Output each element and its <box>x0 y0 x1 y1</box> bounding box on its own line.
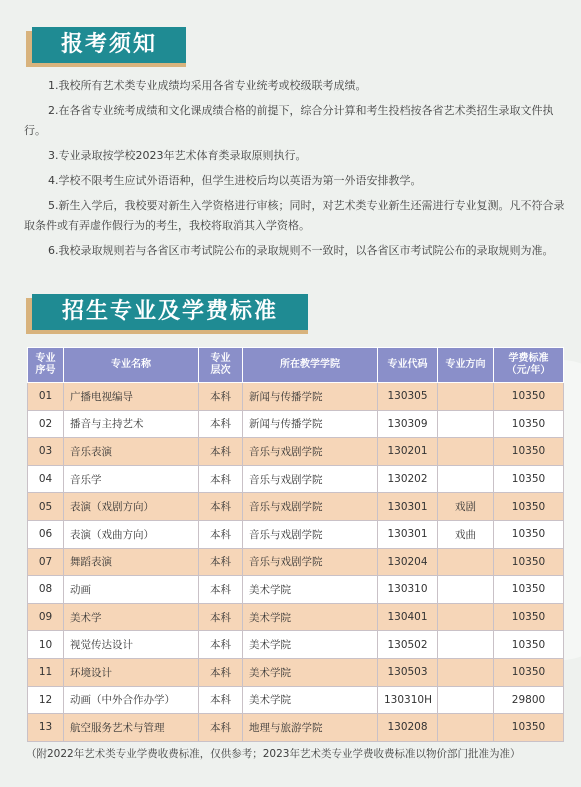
code-cell: 130401 <box>378 603 438 631</box>
code-cell: 130502 <box>378 631 438 659</box>
major-name-cell: 音乐学 <box>64 465 199 493</box>
section-title-notice <box>26 25 186 65</box>
major-name-cell: 动画 <box>64 576 199 604</box>
direction-cell <box>438 548 494 576</box>
major-name-cell: 表演（戏曲方向） <box>64 520 199 548</box>
code-cell: 130301 <box>378 493 438 521</box>
fee-cell: 10350 <box>494 410 564 438</box>
level-cell: 本科 <box>199 603 243 631</box>
major-name-cell: 表演（戏剧方向） <box>64 493 199 521</box>
college-cell: 音乐与戏剧学院 <box>243 520 378 548</box>
code-cell: 130204 <box>378 548 438 576</box>
table-row <box>28 603 564 631</box>
major-name-cell: 动画（中外合作办学） <box>64 686 199 714</box>
fee-cell: 29800 <box>494 686 564 714</box>
col-fee-header: 学费标准 （元/年） <box>494 348 564 383</box>
code-cell: 130301 <box>378 520 438 548</box>
direction-cell: 戏剧 <box>438 493 494 521</box>
code-cell: 130305 <box>378 383 438 411</box>
seq-cell: 11 <box>28 658 64 686</box>
college-cell: 地理与旅游学院 <box>243 714 378 742</box>
level-cell: 本科 <box>199 576 243 604</box>
col-direction-header: 专业方向 <box>438 348 494 383</box>
level-cell: 本科 <box>199 714 243 742</box>
table-row <box>28 465 564 493</box>
section-title-majors <box>26 292 308 332</box>
level-cell: 本科 <box>199 548 243 576</box>
college-cell: 美术学院 <box>243 658 378 686</box>
major-name-cell: 环境设计 <box>64 658 199 686</box>
major-name-cell: 音乐表演 <box>64 438 199 466</box>
major-name-cell: 美术学 <box>64 603 199 631</box>
major-name-cell: 视觉传达设计 <box>64 631 199 659</box>
col-major-header: 专业名称 <box>64 348 199 383</box>
college-cell: 美术学院 <box>243 631 378 659</box>
college-cell: 美术学院 <box>243 576 378 604</box>
table-row <box>28 631 564 659</box>
direction-cell <box>438 631 494 659</box>
notice-item: 2.在各省专业统考成绩和文化课成绩合格的前提下，综合分计算和考生投档按各省艺术类招生录取文件执行。 <box>24 104 554 137</box>
notice-item: 1.我校所有艺术类专业成绩均采用各省专业统考或校级联考成绩。 <box>48 79 367 92</box>
college-cell: 音乐与戏剧学院 <box>243 548 378 576</box>
level-cell: 本科 <box>199 658 243 686</box>
seq-cell: 05 <box>28 493 64 521</box>
seq-cell: 12 <box>28 686 64 714</box>
direction-cell <box>438 383 494 411</box>
direction-cell <box>438 686 494 714</box>
table-row <box>28 493 564 521</box>
fee-cell: 10350 <box>494 493 564 521</box>
major-name-cell: 舞蹈表演 <box>64 548 199 576</box>
level-cell: 本科 <box>199 383 243 411</box>
code-cell: 130201 <box>378 438 438 466</box>
table-row <box>28 686 564 714</box>
direction-cell <box>438 410 494 438</box>
fee-cell: 10350 <box>494 576 564 604</box>
table-header <box>28 348 564 383</box>
table-row <box>28 383 564 411</box>
code-cell: 130309 <box>378 410 438 438</box>
seq-cell: 07 <box>28 548 64 576</box>
major-name-cell: 广播电视编导 <box>64 383 199 411</box>
seq-cell: 08 <box>28 576 64 604</box>
majors-title: 招生专业及学费标准 <box>32 294 308 330</box>
table-row <box>28 714 564 742</box>
code-cell: 130202 <box>378 465 438 493</box>
level-cell: 本科 <box>199 493 243 521</box>
direction-cell <box>438 603 494 631</box>
table-row <box>28 520 564 548</box>
fee-cell: 10350 <box>494 438 564 466</box>
notice-item: 6.我校录取规则若与各省区市考试院公布的录取规则不一致时，以各省区市考试院公布的录取规则为准。 <box>48 244 554 257</box>
col-code-header: 专业代码 <box>378 348 438 383</box>
seq-cell: 03 <box>28 438 64 466</box>
direction-cell <box>438 465 494 493</box>
direction-cell <box>438 714 494 742</box>
level-cell: 本科 <box>199 686 243 714</box>
col-level-header: 专业 层次 <box>199 348 243 383</box>
level-cell: 本科 <box>199 465 243 493</box>
major-name-cell: 播音与主持艺术 <box>64 410 199 438</box>
notice-item: 4.学校不限考生应试外语语种，但学生进校后均以英语为第一外语安排教学。 <box>48 174 422 187</box>
fee-cell: 10350 <box>494 603 564 631</box>
direction-cell <box>438 658 494 686</box>
seq-cell: 04 <box>28 465 64 493</box>
major-name-cell: 航空服务艺术与管理 <box>64 714 199 742</box>
level-cell: 本科 <box>199 438 243 466</box>
table-body <box>28 383 564 742</box>
seq-cell: 13 <box>28 714 64 742</box>
majors-fee-table <box>27 347 564 742</box>
notice-list <box>24 76 566 266</box>
college-cell: 音乐与戏剧学院 <box>243 493 378 521</box>
code-cell: 130208 <box>378 714 438 742</box>
fee-cell: 10350 <box>494 548 564 576</box>
col-college-header: 所在教学学院 <box>243 348 378 383</box>
code-cell: 130503 <box>378 658 438 686</box>
seq-cell: 01 <box>28 383 64 411</box>
college-cell: 美术学院 <box>243 686 378 714</box>
fee-cell: 10350 <box>494 658 564 686</box>
level-cell: 本科 <box>199 410 243 438</box>
table-row <box>28 658 564 686</box>
fee-cell: 10350 <box>494 520 564 548</box>
college-cell: 美术学院 <box>243 603 378 631</box>
col-seq-header: 专业 序号 <box>28 348 64 383</box>
seq-cell: 10 <box>28 631 64 659</box>
table-row <box>28 548 564 576</box>
direction-cell <box>438 438 494 466</box>
notice-title: 报考须知 <box>32 27 186 63</box>
header-row <box>28 348 564 383</box>
notice-item: 5.新生入学后，我校要对新生入学资格进行审核；同时，对艺术类专业新生还需进行专业复测。凡不符合录取条件或有弄虚作假行为的考生，我校将取消其入学资格。 <box>24 199 565 232</box>
college-cell: 音乐与戏剧学院 <box>243 465 378 493</box>
college-cell: 新闻与传播学院 <box>243 410 378 438</box>
table-row <box>28 576 564 604</box>
notice-item: 3.专业录取按学校2023年艺术体育类录取原则执行。 <box>48 149 307 162</box>
fee-cell: 10350 <box>494 465 564 493</box>
table-row <box>28 410 564 438</box>
fee-cell: 10350 <box>494 631 564 659</box>
fee-cell: 10350 <box>494 383 564 411</box>
code-cell: 130310 <box>378 576 438 604</box>
seq-cell: 02 <box>28 410 64 438</box>
fee-cell: 10350 <box>494 714 564 742</box>
level-cell: 本科 <box>199 520 243 548</box>
code-cell: 130310H <box>378 686 438 714</box>
table-row <box>28 438 564 466</box>
level-cell: 本科 <box>199 631 243 659</box>
seq-cell: 09 <box>28 603 64 631</box>
seq-cell: 06 <box>28 520 64 548</box>
college-cell: 新闻与传播学院 <box>243 383 378 411</box>
direction-cell <box>438 576 494 604</box>
college-cell: 音乐与戏剧学院 <box>243 438 378 466</box>
table-footnote: （附2022年艺术类专业学费收费标准，仅供参考；2023年艺术类专业学费收费标准以物价部门批准为准） <box>26 748 521 760</box>
direction-cell: 戏曲 <box>438 520 494 548</box>
